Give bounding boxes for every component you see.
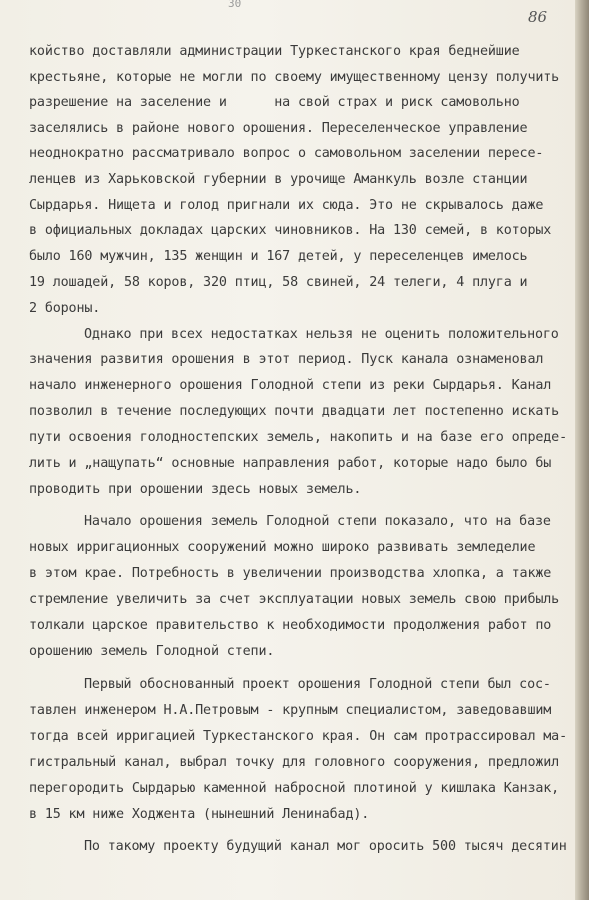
text-line: разрешение на заселение и на свой страх и риск самовольно <box>29 95 520 110</box>
text-line: в 15 км ниже Ходжента (нынешний Ленинабад). <box>29 807 370 822</box>
text-line: ленцев из Харьковской губернии в урочище Аманкуль возле станции <box>29 172 528 187</box>
text-line: в этом крае. Потребность в увеличении производства хлопка, а также <box>29 566 552 581</box>
text-line: в официальных докладах царских чиновников. На 130 семей, в которых <box>29 223 552 238</box>
text-line: новых ирригационных сооружений можно широко развивать земледелие <box>29 540 536 555</box>
text-line: перегородить Сырдарью каменной набросной плотиной у кишлака Канзак, <box>29 781 560 796</box>
text-line: заселялись в районе нового орошения. Переселенческое управление <box>29 121 528 136</box>
text-line: было 160 мужчин, 135 женщин и 167 детей, у переселенцев имелось <box>29 249 528 264</box>
text-line: позволил в течение последующих почти двадцати лет постепенно искать <box>29 404 560 419</box>
text-line: толкали царское правительство к необходимости продолжения работ по <box>29 618 552 633</box>
text-line: 2 бороны. <box>29 301 101 316</box>
text-line: По такому проекту будущий канал мог оросить 500 тысяч десятин <box>84 839 567 854</box>
page-edge <box>575 0 589 900</box>
text-line: орошению земель Голодной степи. <box>29 644 275 659</box>
text-line: лить и „нащупать“ основные направления работ, которые надо было бы <box>29 456 552 471</box>
text-line: неоднократно рассматривало вопрос о самовольном заселении пересе- <box>29 146 544 161</box>
text-line: начало инженерного орошения Голодной степи из реки Сырдарья. Канал <box>29 378 552 393</box>
top-mark: 30 <box>228 0 242 10</box>
text-line: гистральный канал, выбрал точку для головного сооружения, предложил <box>29 755 560 770</box>
text-line: койство доставляли администрации Туркестанского края беднейшие <box>29 44 520 59</box>
text-line: тогда всей ирригацией Туркестанского края. Он сам протрассировал ма- <box>29 729 568 744</box>
text-line: Начало орошения земель Голодной степи показало, что на базе <box>84 514 551 529</box>
text-line: Однако при всех недостатках нельзя не оценить положительного <box>84 327 559 342</box>
text-line: значения развития орошения в этот период. Пуск канала ознаменовал <box>29 352 544 367</box>
text-line: Первый обоснованный проект орошения Голодной степи был сос- <box>84 677 551 692</box>
text-line: крестьяне, которые не могли по своему имущественному цензу получить <box>29 70 560 85</box>
text-line: проводить при орошении здесь новых земель. <box>29 482 362 497</box>
text-line: 19 лошадей, 58 коров, 320 птиц, 58 свиней, 24 телеги, 4 плуга и <box>29 275 528 290</box>
text-line: стремление увеличить за счет эксплуатации новых земель свою прибыль <box>29 592 560 607</box>
text-line: Сырдарья. Нищета и голод пригнали их сюда. Это не скрывалось даже <box>29 198 544 213</box>
text-line: пути освоения голодностепских земель, накопить и на базе его опреде- <box>29 430 568 445</box>
page-number: 86 <box>528 8 548 26</box>
text-line: тавлен инженером Н.А.Петровым - крупным специалистом, заведовавшим <box>29 703 552 718</box>
